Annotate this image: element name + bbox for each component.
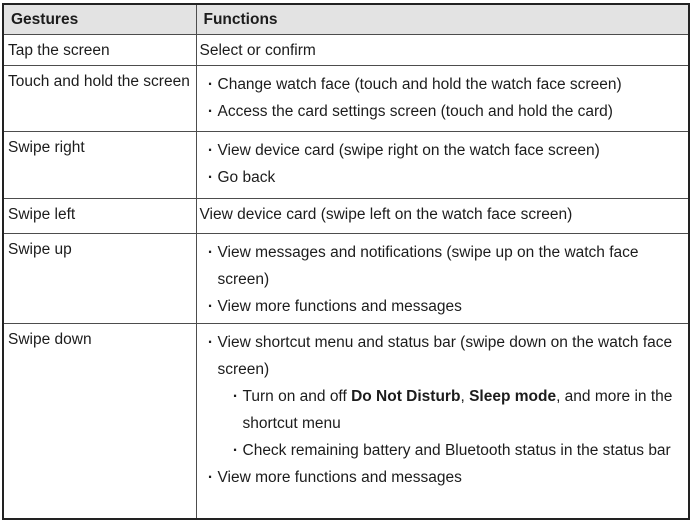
bullet-text: View more functions and messages: [217, 298, 462, 315]
bullet-text: Turn on and off Do Not Disturb, Sleep mode, and more in the shortcut menu: [242, 388, 673, 432]
functions-swipe-right: [196, 132, 689, 199]
functions-swipe-left: View device card (swipe left on the watch face screen): [196, 199, 689, 234]
bullet-item: [229, 383, 687, 437]
gesture-swipe-up: Swipe up: [3, 234, 196, 324]
bullet-text: View messages and notifications (swipe up on the watch face screen): [217, 244, 639, 288]
gesture-touch-and-hold: Touch and hold the screen: [3, 66, 196, 132]
gesture-tap-the-screen: Tap the screen: [3, 35, 196, 66]
functions-touch-and-hold: [196, 66, 689, 132]
bullet-icon: ·: [207, 244, 214, 261]
gesture-swipe-down: Swipe down: [3, 324, 196, 519]
bullet-icon: ·: [232, 388, 239, 405]
bullet-icon: ·: [207, 76, 214, 93]
bullet-text: Go back: [217, 169, 276, 186]
bullet-text: Check remaining battery and Bluetooth status in the status bar: [242, 442, 671, 459]
bullet-icon: ·: [207, 103, 214, 120]
table-row: [3, 199, 689, 234]
bullet-icon: ·: [207, 334, 214, 351]
functions-swipe-down: [196, 324, 689, 519]
bullet-item: [229, 437, 687, 464]
bullet-item: [204, 329, 687, 383]
bullet-text: View shortcut menu and status bar (swipe down on the watch face screen): [217, 334, 673, 378]
gesture-swipe-left: Swipe left: [3, 199, 196, 234]
bullet-text: Access the card settings screen (touch and hold the card): [217, 103, 613, 120]
bullet-item: [204, 71, 687, 98]
functions-tap-the-screen: Select or confirm: [196, 35, 689, 66]
gestures-functions-table: [2, 3, 690, 520]
header-functions: Functions: [196, 4, 689, 35]
bullet-item: [204, 239, 687, 293]
bullet-text: View device card (swipe right on the watch face screen): [217, 142, 600, 159]
bullet-icon: ·: [207, 169, 214, 186]
bullet-item: [204, 98, 687, 125]
bullet-icon: ·: [207, 469, 214, 486]
bullet-icon: ·: [207, 298, 214, 315]
bullet-item: [204, 293, 687, 320]
bullet-item: [204, 464, 687, 491]
bullet-text: View more functions and messages: [217, 469, 462, 486]
header-gestures: Gestures: [3, 4, 196, 35]
bullet-icon: ·: [207, 142, 214, 159]
table-row: [3, 132, 689, 199]
bullet-item: [204, 164, 687, 191]
gestures-functions-table-wrap: [2, 3, 690, 520]
bullet-text: Change watch face (touch and hold the watch face screen): [217, 76, 622, 93]
bullet-item: [204, 137, 687, 164]
table-header-row: [3, 4, 689, 35]
table-row: [3, 35, 689, 66]
table-row: [3, 324, 689, 519]
gesture-swipe-right: Swipe right: [3, 132, 196, 199]
table-row: [3, 66, 689, 132]
table-row: [3, 234, 689, 324]
bullet-icon: ·: [232, 442, 239, 459]
functions-swipe-up: [196, 234, 689, 324]
